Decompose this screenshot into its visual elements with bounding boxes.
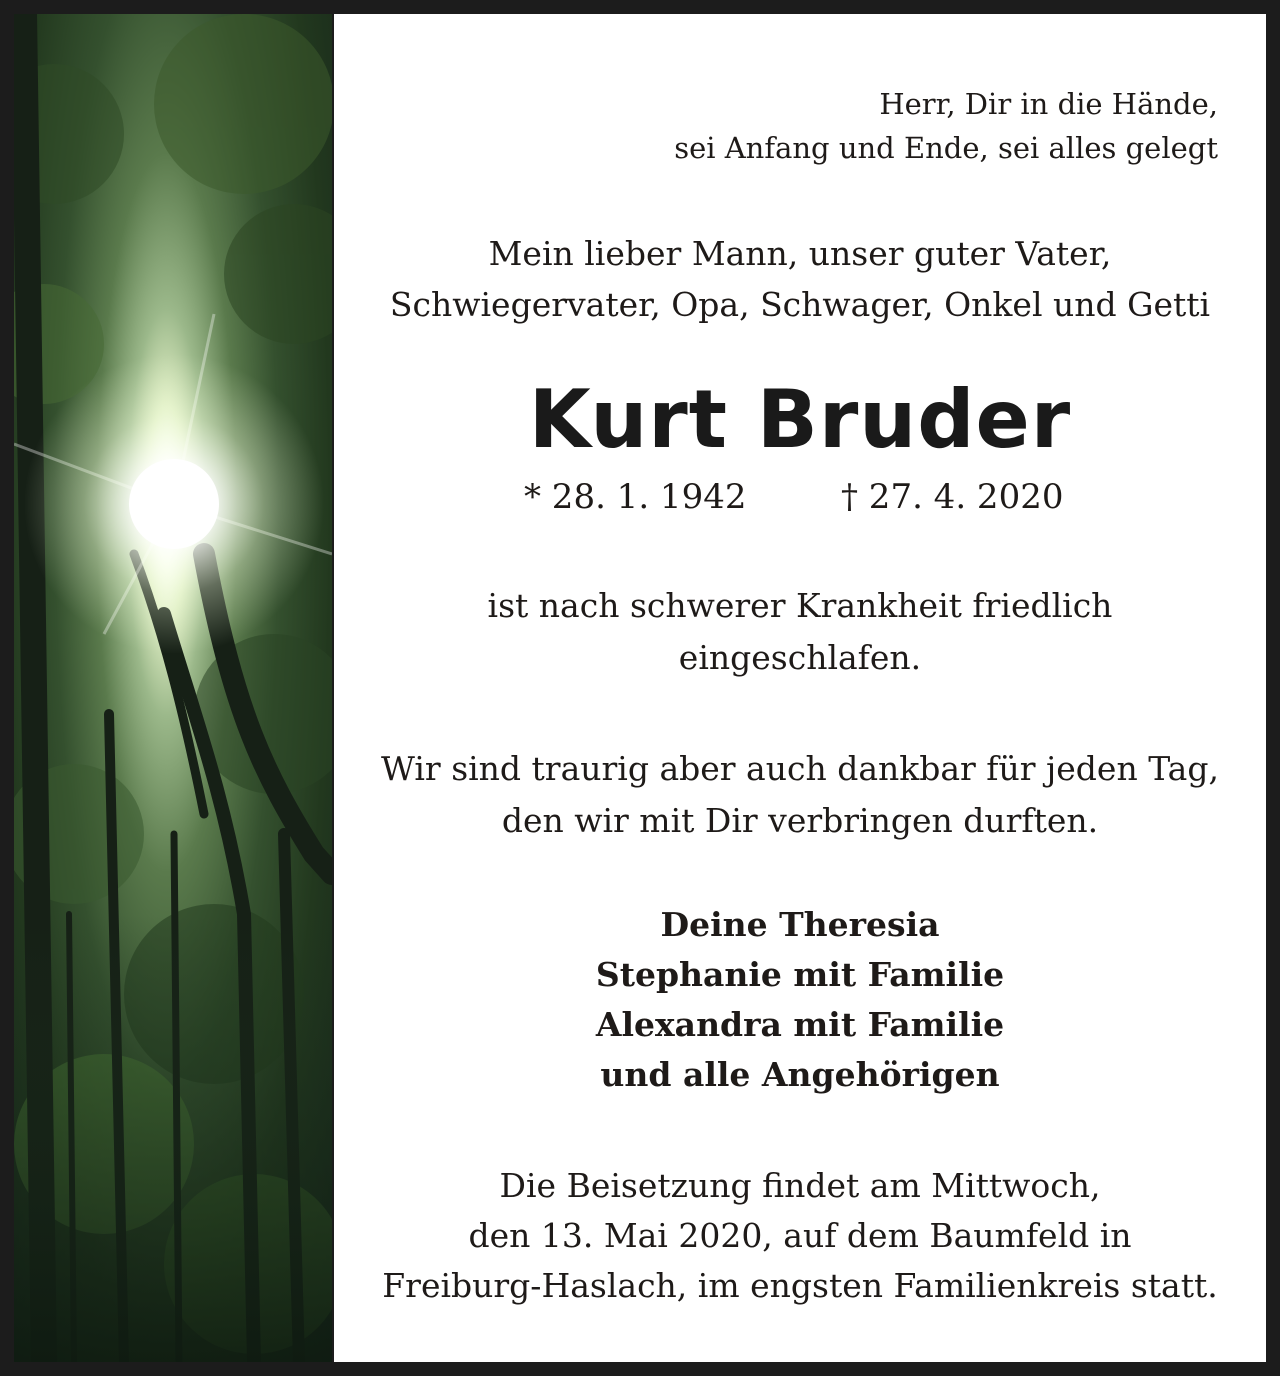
verse-line: sei Anfang und Ende, sei alles gelegt — [674, 131, 1218, 165]
forest-sunburst-photo — [14, 14, 332, 1362]
gratitude-line: den wir mit Dir verbringen durften. — [501, 801, 1099, 840]
intro-line: Mein lieber Mann, unser guter Vater, — [488, 234, 1112, 273]
funeral-line: Freiburg-Haslach, im engsten Familienkreis statt. — [382, 1266, 1218, 1305]
intro-text — [334, 228, 1266, 330]
passing-text — [334, 580, 1266, 684]
notice-text-panel — [334, 14, 1266, 1362]
intro-line: Schwiegervater, Opa, Schwager, Onkel und Getti — [389, 285, 1211, 324]
mourners-list — [334, 900, 1266, 1100]
gratitude-line: Wir sind traurig aber auch dankbar für jeden Tag, — [381, 749, 1219, 788]
mourner-name: Stephanie mit Familie — [595, 955, 1005, 994]
funeral-info — [334, 1161, 1266, 1311]
funeral-line: Die Beisetzung findet am Mittwoch, — [499, 1166, 1101, 1205]
mourner-name: Deine Theresia — [660, 905, 940, 944]
forest-illustration — [14, 14, 332, 1362]
mourner-name: und alle Angehörigen — [600, 1055, 1000, 1094]
passing-line: eingeschlafen. — [678, 638, 922, 677]
mourner-name: Alexandra mit Familie — [595, 1005, 1005, 1044]
death-date: † 27. 4. 2020 — [841, 477, 1064, 517]
verse-line: Herr, Dir in die Hände, — [879, 87, 1218, 121]
life-dates — [334, 472, 1266, 522]
deceased-name: Kurt Bruder — [528, 373, 1072, 466]
birth-date: * 28. 1. 1942 — [524, 477, 747, 517]
gratitude-text — [334, 743, 1266, 847]
bible-verse — [674, 82, 1218, 170]
passing-line: ist nach schwerer Krankheit friedlich — [487, 586, 1113, 625]
funeral-line: den 13. Mai 2020, auf dem Baumfeld in — [468, 1216, 1132, 1255]
